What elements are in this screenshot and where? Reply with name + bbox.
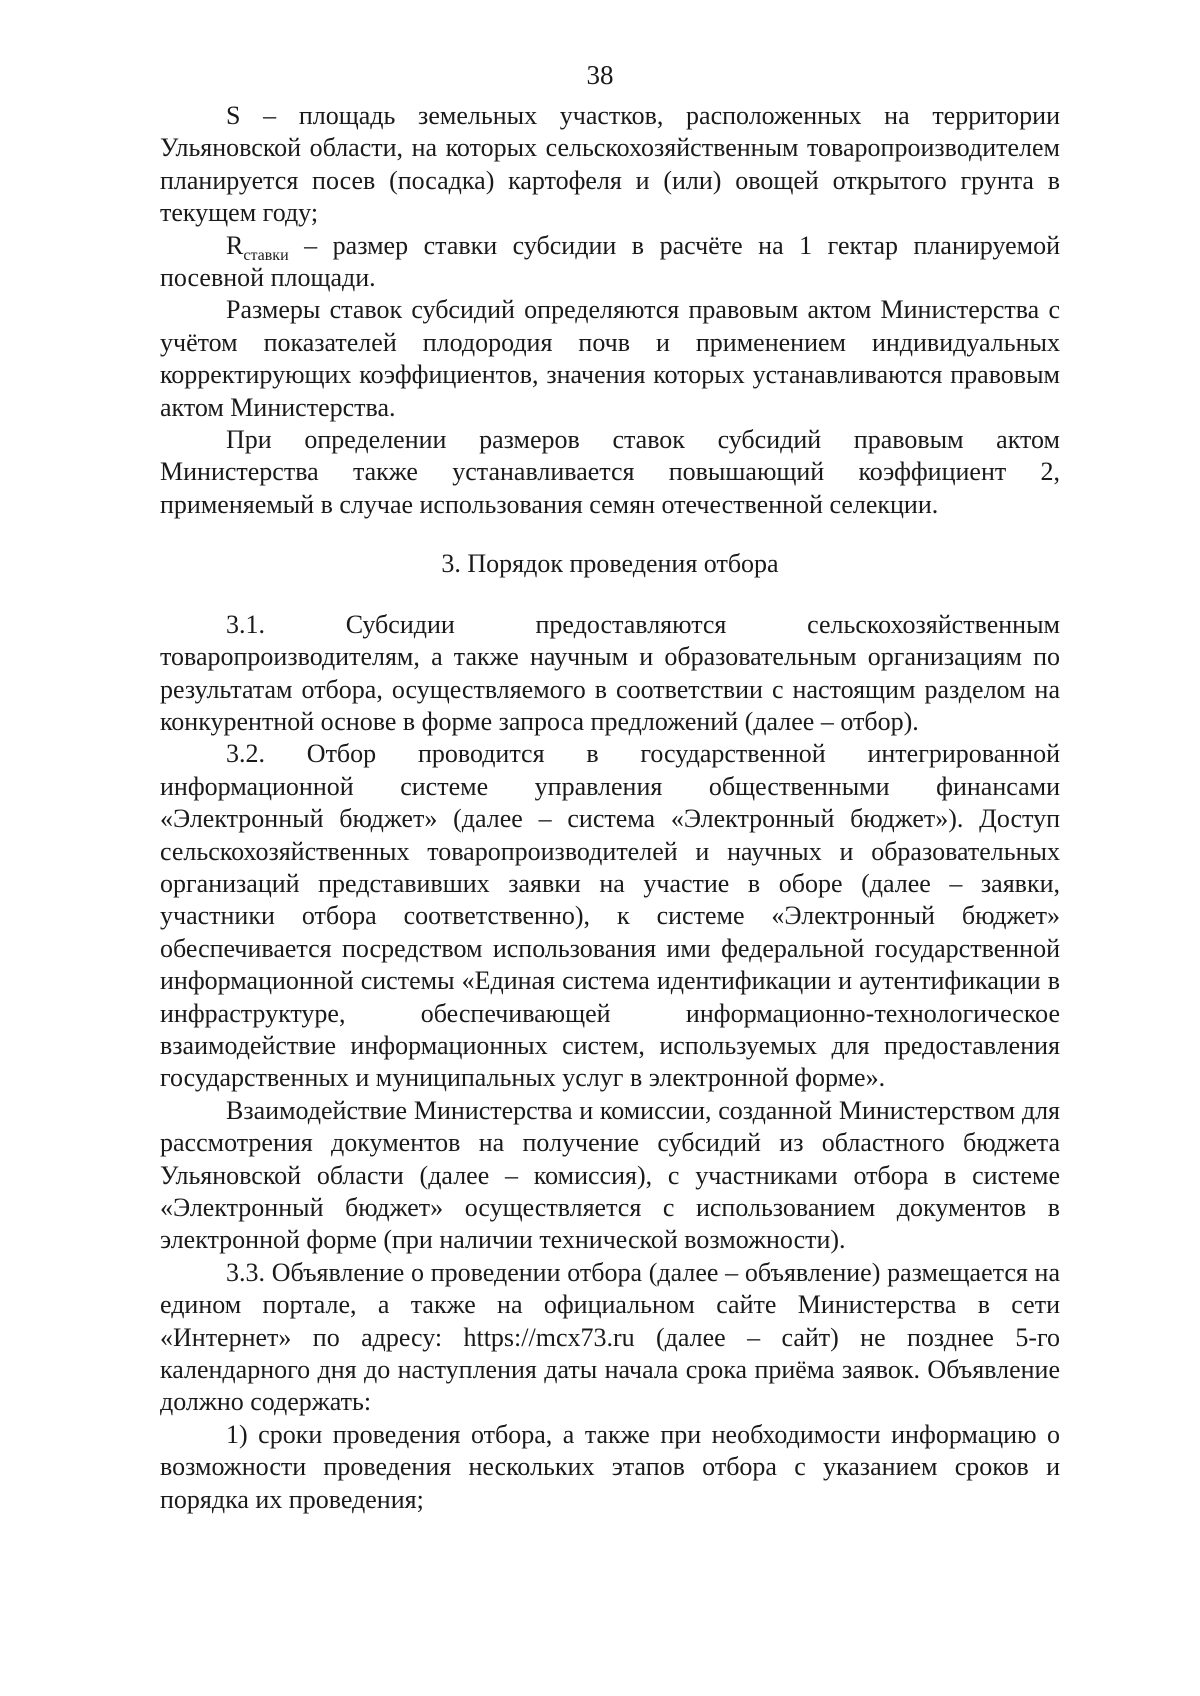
- list-item-1: 1) сроки проведения отбора, а также при необходимости информацию о возможности проведения нескольких этапов отбора с указанием сроков и порядка их проведения;: [160, 1419, 1060, 1514]
- paragraph-3-2: 3.2. Отбор проводится в государственной интегрированной информационной системе управления общественными финансами «Электронный бюджет» (далее – система «Электронный бюджет»). Доступ сельскохозяйственных товаропроизводителей и научных и образовательных организаций представивших заявки на участие в оборе (далее – заявки, участники отбора соответственно), к системе «Электронный бюджет» обеспечивается посредством использования ими федеральной государственной информационной системы «Единая система идентификации и аутентификации в инфраструктуре, обеспечивающей информационно-технологическое взаимодействие информационных систем, используемых для предоставления государственных и муниципальных услуг в электронной форме».: [160, 739, 1060, 1093]
- r-definition-text: – размер ставки субсидии в расчёте на 1 гектар планируемой посевной площади.: [160, 230, 1060, 293]
- paragraph-coefficient: При определении размеров ставок субсидий правовым актом Министерства также устанавливается повышающий коэффициент 2, применяемый в случае использования семян отечественной селекции.: [160, 425, 1060, 519]
- paragraph-s-definition: S – площадь земельных участков, расположенных на территории Ульяновской области, на которых сельскохозяйственным товаропроизводителем планируется посев (посадка) картофеля и (или) овощей открытого грунта в текущем году;: [160, 101, 1060, 228]
- paragraph-rates: Размеры ставок субсидий определяются правовым актом Министерства с учётом показателей плодородия почв и применением индивидуальных корректирующих коэффициентов, значения которых устанавливаются правовым актом Министерства.: [160, 295, 1060, 422]
- paragraph-3-3: 3.3. Объявление о проведении отбора (далее – объявление) размещается на едином портале, а также на официальном сайте Министерства в сети «Интернет» по адресу: https://mcx73.ru (далее – сайт) не позднее 5-го календарного дня до наступления даты начала срока приёма заявок. Объявление должно содержать:: [160, 1257, 1060, 1417]
- page-number: 38: [586, 60, 614, 90]
- paragraph-r-definition: [160, 230, 1060, 295]
- paragraph-3-1: 3.1. Субсидии предоставляются сельскохозяйственным товаропроизводителям, а также научным и образовательным организациям по результатам отбора, осуществляемого в соответствии с настоящим разделом на конкурентной основе в форме запроса предложений (далее – отбор).: [160, 609, 1060, 736]
- r-subscript: ставки: [243, 246, 289, 264]
- r-symbol: R: [226, 230, 244, 260]
- paragraph-interaction: Взаимодействие Министерства и комиссии, созданной Министерством для рассмотрения документов на получение субсидий из областного бюджета Ульяновской области (далее – комиссия), с участниками отбора в системе «Электронный бюджет» осуществляется с использованием документов в электронной форме (при наличии технической возможности).: [160, 1095, 1060, 1255]
- document-body: [160, 100, 1060, 1516]
- section-heading: 3. Порядок проведения отбора: [441, 549, 779, 579]
